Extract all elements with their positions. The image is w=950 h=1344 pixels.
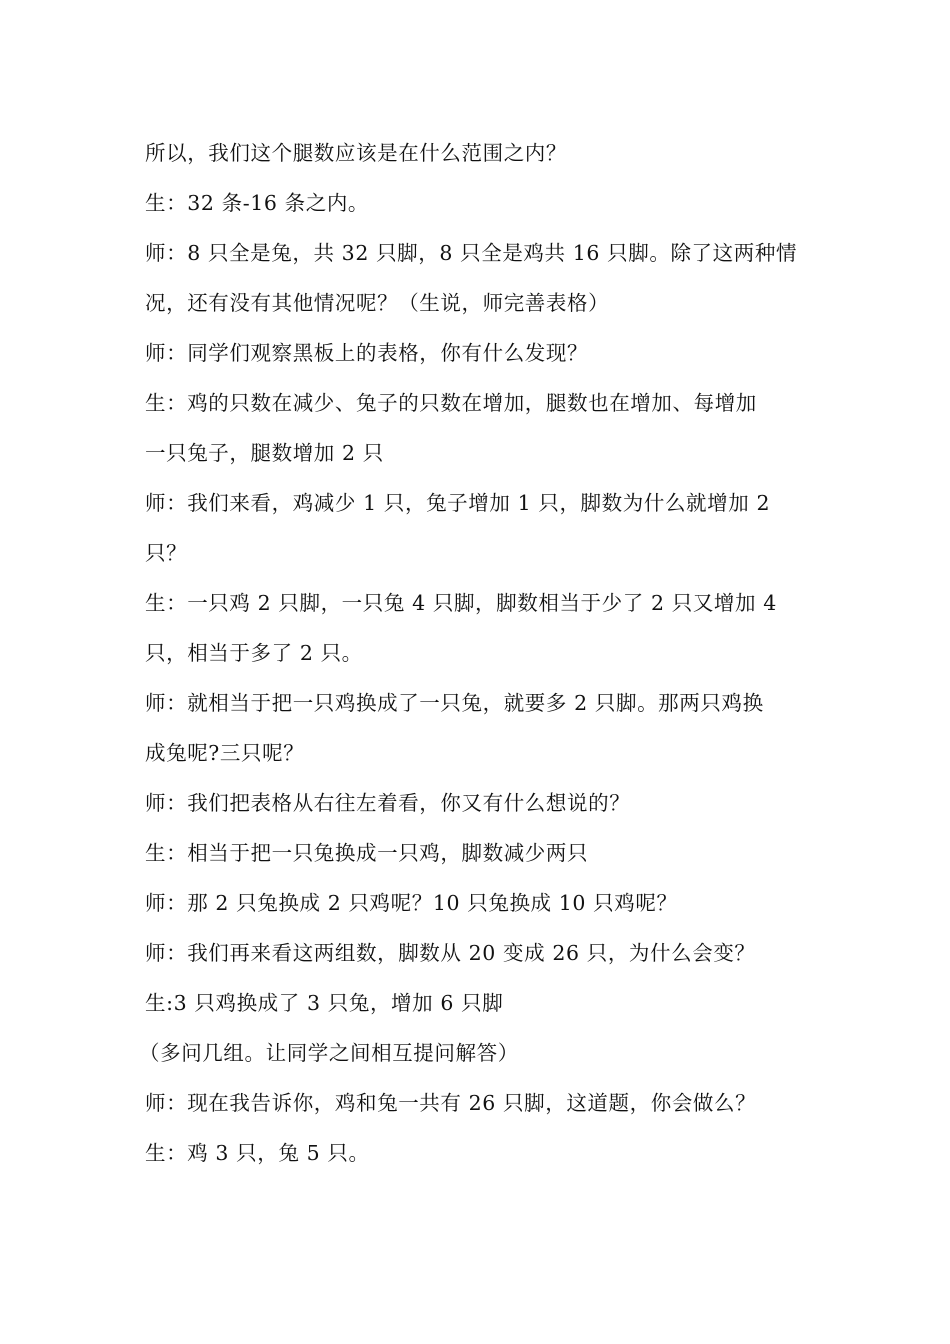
- text-line: 只？: [145, 541, 188, 565]
- text-line: 成兔呢?三只呢？: [145, 741, 305, 765]
- text-line: 师：8 只全是兔，共 32 只脚，8 只全是鸡共 16 只脚。除了这两种情: [145, 241, 798, 265]
- text-line: 师：那 2 只兔换成 2 只鸡呢？10 只兔换成 10 只鸡呢？: [145, 891, 678, 915]
- text-line: 所以，我们这个腿数应该是在什么范围之内？: [145, 141, 567, 165]
- text-line: 一只兔子，腿数增加 2 只: [145, 441, 384, 465]
- text-line: 只，相当于多了 2 只。: [145, 641, 363, 665]
- text-line: 生:3 只鸡换成了 3 只兔，增加 6 只脚: [145, 991, 504, 1015]
- text-line: 生：鸡的只数在减少、兔子的只数在增加，腿数也在增加、每增加: [145, 391, 757, 415]
- text-line: 生：32 条-16 条之内。: [145, 191, 370, 215]
- text-line: 师：我们来看，鸡减少 1 只，兔子增加 1 只，脚数为什么就增加 2: [145, 491, 771, 515]
- text-line: 生：鸡 3 只，兔 5 只。: [145, 1141, 370, 1165]
- text-line: 师：同学们观察黑板上的表格，你有什么发现？: [145, 341, 589, 365]
- text-line: 况，还有没有其他情况呢？（生说，师完善表格）: [145, 291, 610, 315]
- text-line: （多问几组。让同学之间相互提问解答）: [139, 1041, 519, 1065]
- text-line: 生：一只鸡 2 只脚，一只兔 4 只脚，脚数相当于少了 2 只又增加 4: [145, 591, 777, 615]
- text-line: 生：相当于把一只兔换成一只鸡，脚数减少两只: [145, 841, 589, 865]
- text-line: 师：我们把表格从右往左着看，你又有什么想说的？: [145, 791, 631, 815]
- text-line: 师：现在我告诉你，鸡和兔一共有 26 只脚，这道题，你会做么？: [145, 1091, 757, 1115]
- text-line: 师：就相当于把一只鸡换成了一只兔，就要多 2 只脚。那两只鸡换: [145, 691, 764, 715]
- text-line: 师：我们再来看这两组数，脚数从 20 变成 26 只，为什么会变？: [145, 941, 756, 965]
- document-body: [139, 128, 805, 1178]
